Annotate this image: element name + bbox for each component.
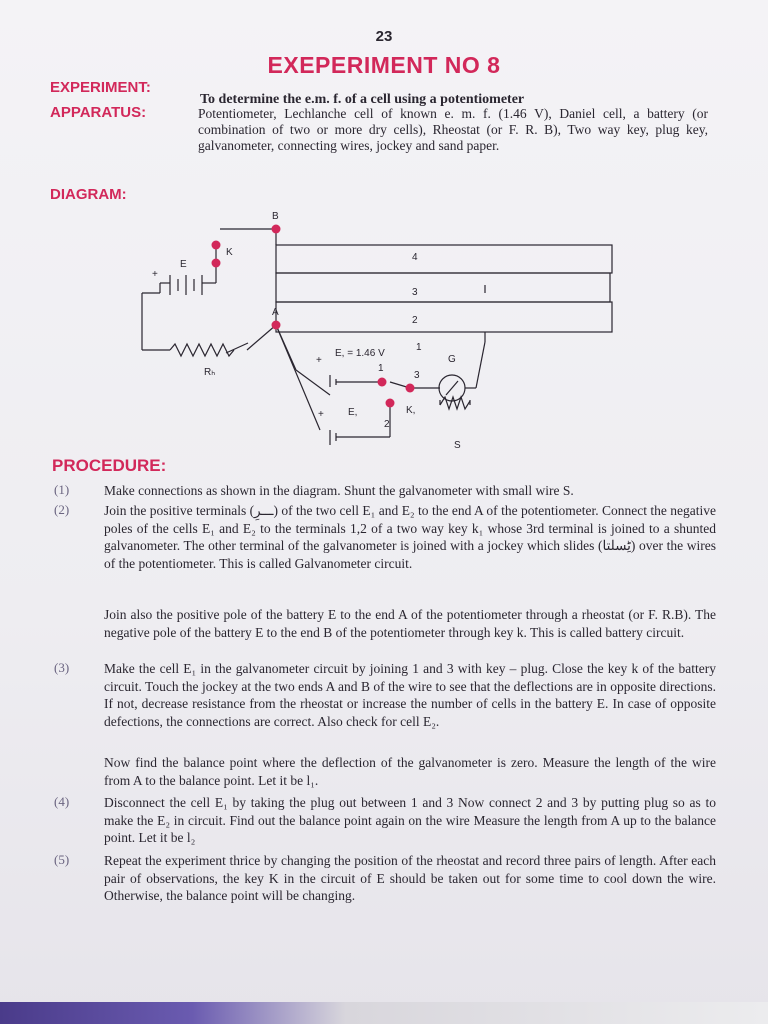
label-terminal-1: 1 (378, 363, 384, 374)
key-k-terminal-bottom (212, 259, 221, 268)
label-plus-e: + (152, 269, 158, 280)
step-text: Make the cell E₁ in the galvanometer circuit by joining 1 and 3 with key – plug. Close the key k of the battery circuit. Touch the jockey at the two ends A and B of the wire to see that the deflections are in opposite directions. If not, decrease resistance from the rheostat or increase the number of cells in the battery E. In case of opposite defections, the connections are correct. Also check for cell E₂. (104, 661, 716, 729)
potentiometer-wire-3 (276, 273, 610, 302)
label-a: A (272, 307, 279, 318)
step-number: (4) (54, 794, 70, 809)
label-rh: Rₕ (204, 367, 216, 378)
step-text: Join the positive terminals (ـــرِ) of the two cell E₁ and E₂ to the end A of the potentiometer. Connect the negative poles of the cells E₁ and E₂ to the terminals 1,2 of a two way key k₁ whose 3rd terminal is joined to a shunted galvanometer. The other terminal of the galvanometer is joined with a jockey which slides (ٹِسلتا) over the wires of the potentiometer. This is called Galvanometer circuit. (104, 503, 717, 571)
page-number: 23 (375, 28, 393, 45)
label-wire-4: 4 (412, 252, 418, 263)
step-number: (1) (54, 482, 70, 497)
step-number: (5) (54, 852, 70, 867)
apparatus-text: Potentiometer, Lechlanche cell of known e. m. f. (1.46 V), Daniel cell, a battery (or combination of two or more dry cells), Rheostat (or F. R. B), Two way key, plug key, galvanometer, connecting wires, jockey and sand paper. (198, 106, 708, 153)
procedure-label: PROCEDURE: (52, 456, 167, 475)
potentiometer-wire-4 (276, 245, 612, 273)
terminal-a (272, 321, 281, 330)
label-wire-1: 1 (416, 342, 422, 353)
experiment-aim: To determine the e.m. f. of a cell using a potentiometer (200, 92, 525, 107)
apparatus-label: APPARATUS: (50, 104, 147, 121)
label-terminal-3: 3 (414, 370, 420, 381)
label-e1: E, = 1.46 V (335, 348, 385, 359)
label-plus-e2: + (318, 409, 324, 420)
page-bottom-edge (0, 1002, 768, 1024)
potentiometer-circuit-diagram (120, 205, 620, 460)
label-terminal-2: 2 (384, 419, 390, 430)
label-wire-2: 2 (412, 315, 418, 326)
label-k1: K, (406, 405, 416, 416)
potentiometer-wire-2 (276, 302, 612, 332)
shunt-wire-symbol (440, 397, 470, 409)
page-title: EXEPERIMENT NO 8 (267, 52, 501, 78)
label-wire-3: 3 (412, 287, 418, 298)
step-text: Join also the positive pole of the battery E to the end A of the potentiometer through a rheostat (or F. R.B). The negative pole of the battery E to the end B of the potentiometer through key k. This is called battery circuit. (104, 607, 716, 640)
step-number: (2) (54, 502, 70, 517)
step-number: (3) (54, 660, 70, 675)
label-b: B (272, 211, 279, 222)
rheostat-symbol (170, 344, 234, 356)
key-terminal-2 (386, 399, 395, 408)
label-e2: E, (348, 407, 358, 418)
label-s: S (454, 440, 461, 451)
label-k: K (226, 247, 233, 258)
terminal-b (272, 225, 281, 234)
key-terminal-1 (378, 378, 387, 387)
experiment-label: EXPERIMENT: (50, 79, 151, 96)
step-text: Make connections as shown in the diagram. Shunt the galvanometer with small wire S. (104, 483, 574, 498)
label-g: G (448, 354, 456, 365)
key-terminal-3 (406, 384, 415, 393)
diagram-label: DIAGRAM: (50, 186, 127, 203)
step-text: Repeat the experiment thrice by changing the position of the rheostat and record three pairs of length. After each pair of observations, the key K in the circuit of E should be taken out for some time to cool down the wire. Otherwise, the balance point will be changing. (104, 853, 716, 903)
step-text: Now find the balance point where the deflection of the galvanometer is zero. Measure the length of the wire from A to the balance point. Let it be l₁. (104, 755, 716, 788)
step-text: Disconnect the cell E₁ by taking the plug out between 1 and 3 Now connect 2 and 3 by putting plug so as to make the E₂ in circuit. Find out the balance point again on the wire Measure the length from A up to the balance point. Let it be l₂ (104, 795, 716, 845)
label-e: E (180, 259, 187, 270)
label-plus-e1: + (316, 355, 322, 366)
key-k-terminal-top (212, 241, 221, 250)
